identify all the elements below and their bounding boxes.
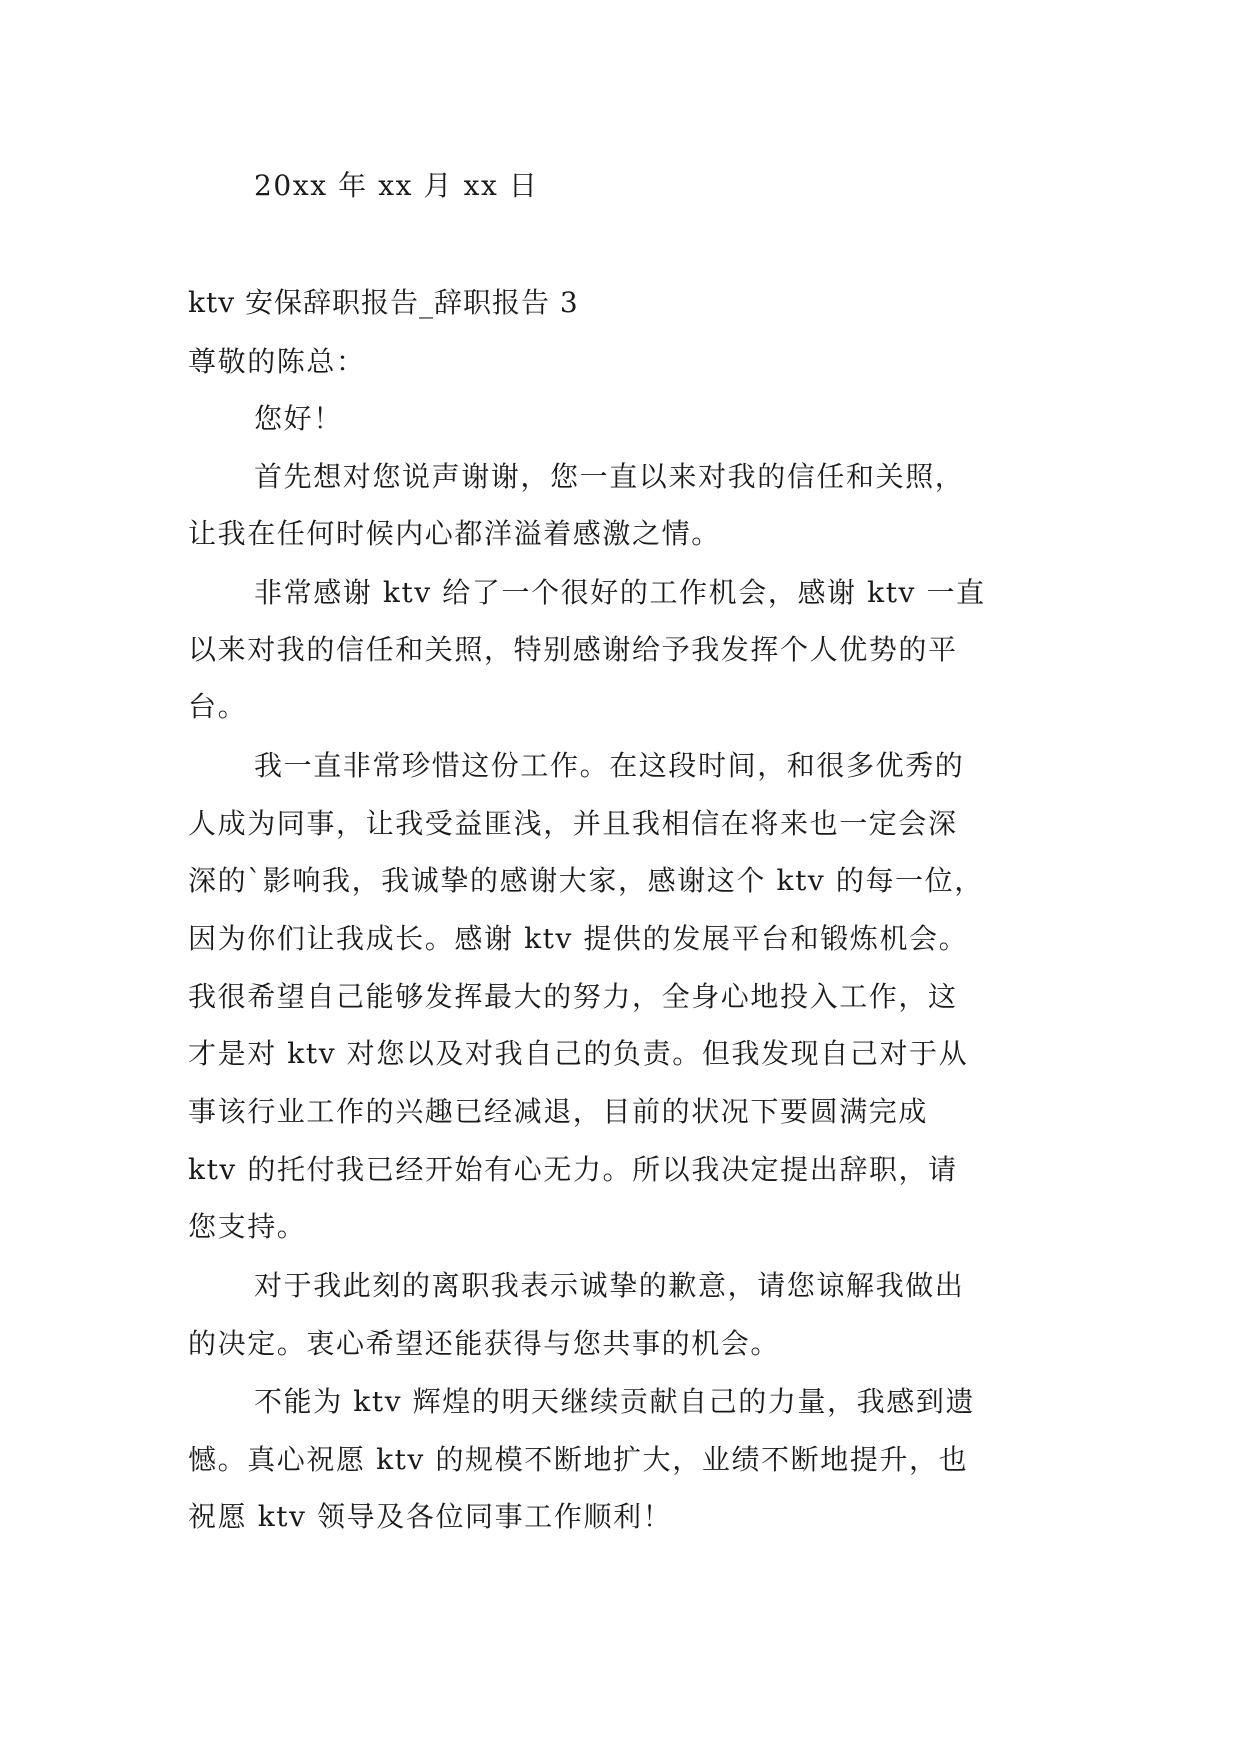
paragraph-line: 台。 [188, 690, 248, 723]
paragraph-line: 人成为同事，让我受益匪浅，并且我相信在将来也一定会深 [188, 807, 958, 840]
paragraph-line: ktv 的托付我已经开始有心无力。所以我决定提出辞职，请 [188, 1153, 958, 1186]
paragraph-line: 您支持。 [188, 1210, 307, 1243]
document-date: 20xx 年 xx 月 xx 日 [254, 169, 539, 202]
paragraph-line: 以来对我的信任和关照，特别感谢给予我发挥个人优势的平 [188, 633, 958, 666]
paragraph-line: 憾。真心祝愿 ktv 的规模不断地扩大，业绩不断地提升，也 [188, 1443, 969, 1476]
paragraph-line: 的决定。衷心希望还能获得与您共事的机会。 [188, 1327, 781, 1360]
paragraph-line: 我一直非常珍惜这份工作。在这段时间，和很多优秀的 [254, 749, 965, 782]
paragraph-line: 不能为 ktv 辉煌的明天继续贡献自己的力量，我感到遗 [254, 1385, 976, 1418]
salutation: 尊敬的陈总： [188, 345, 366, 378]
paragraph-line: 非常感谢 ktv 给了一个很好的工作机会，感谢 ktv 一直 [254, 576, 986, 609]
paragraph-line: 因为你们让我成长。感谢 ktv 提供的发展平台和锻炼机会。 [188, 922, 969, 955]
paragraph-line: 才是对 ktv 对您以及对我自己的负责。但我发现自己对于从 [188, 1037, 969, 1070]
paragraph-line: 首先想对您说声谢谢，您一直以来对我的信任和关照， [254, 460, 965, 493]
greeting: 您好！ [254, 402, 343, 435]
paragraph-line: 我很希望自己能够发挥最大的努力，全身心地投入工作，这 [188, 980, 958, 1013]
paragraph-line: 祝愿 ktv 领导及各位同事工作顺利！ [188, 1500, 673, 1533]
paragraph-line: 对于我此刻的离职我表示诚挚的歉意，请您谅解我做出 [254, 1269, 965, 1302]
paragraph-line: 让我在任何时候内心都洋溢着感激之情。 [188, 517, 721, 550]
document-title: ktv 安保辞职报告_辞职报告 3 [188, 286, 579, 319]
paragraph-line: 深的`影响我，我诚挚的感谢大家，感谢这个 ktv 的每一位， [188, 864, 984, 897]
paragraph-line: 事该行业工作的兴趣已经减退，目前的状况下要圆满完成 [188, 1095, 929, 1128]
